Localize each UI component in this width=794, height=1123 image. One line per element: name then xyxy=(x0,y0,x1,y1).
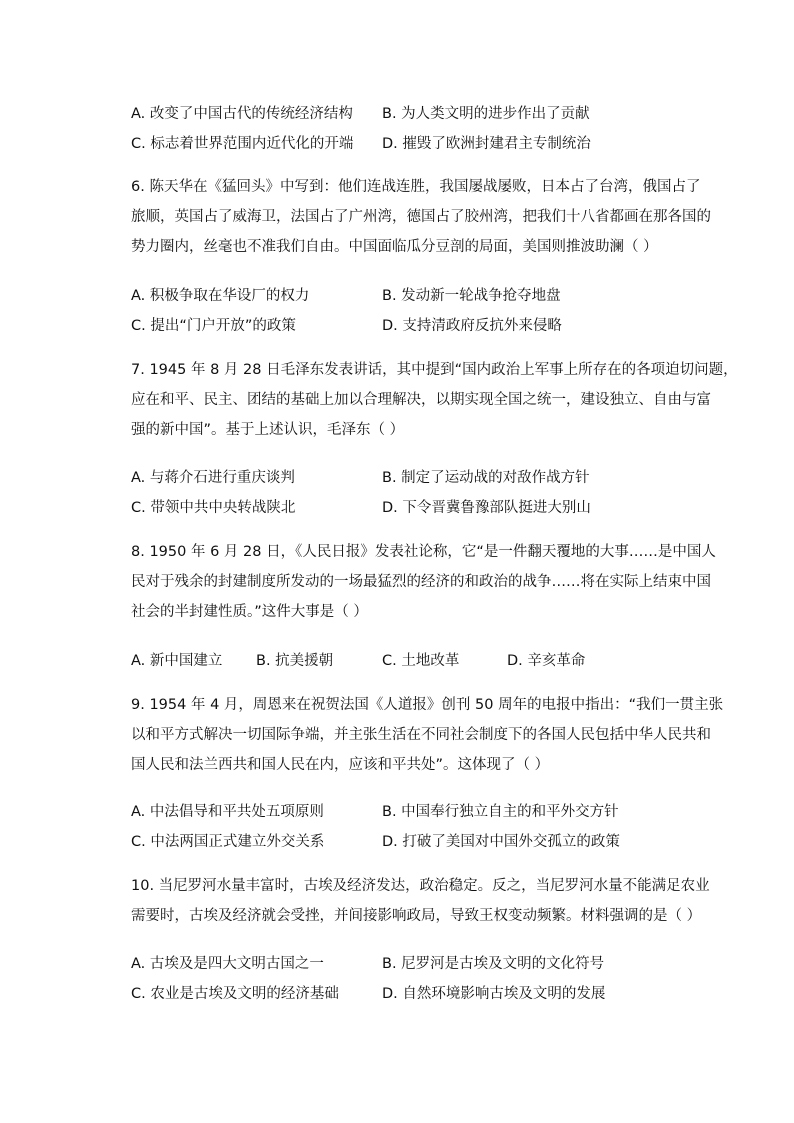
question-7-line-3: 强的新中国”。基于上述认识，毛泽东（ ） xyxy=(131,422,405,438)
question-9-option-d: D. 打破了美国对中国外交孤立的政策 xyxy=(382,834,620,850)
question-6-line-2: 旅顺，英国占了威海卫，法国占了广州湾，德国占了胶州湾，把我们十八省都画在那各国的 xyxy=(131,209,711,225)
question-10-option-d: D. 自然环境影响古埃及文明的发展 xyxy=(382,986,606,1002)
question-8-stem xyxy=(131,537,716,627)
question-7-stem xyxy=(131,355,738,445)
question-8-option-d: D. 辛亥革命 xyxy=(507,653,586,669)
option-b: B. 为人类文明的进步作出了贡献 xyxy=(382,106,590,122)
question-6-option-c: C. 提出“门户开放”的政策 xyxy=(131,318,296,334)
question-10-option-c: C. 农业是古埃及文明的经济基础 xyxy=(131,986,339,1002)
question-9-line-3: 国人民和法兰西共和国人民在内，应该和平共处”。这体现了（ ） xyxy=(131,757,550,773)
question-10-option-a: A. 古埃及是四大文明古国之一 xyxy=(131,956,324,972)
question-9-stem xyxy=(131,690,724,780)
question-8-line-1: 8. 1950 年 6 月 28 日，《人民日报》发表社论称，它“是一件翻天覆地的大事……是中国人 xyxy=(131,544,716,560)
question-6-option-d: D. 支持清政府反抗外来侵略 xyxy=(382,318,562,334)
question-7-line-1: 7. 1945 年 8 月 28 日毛泽东发表讲话，其中提到“国内政治上军事上所存在的各项迫切问题， xyxy=(131,362,738,378)
question-6-option-b: B. 发动新一轮战争抢夺地盘 xyxy=(382,288,561,304)
question-8-option-c: C. 土地改革 xyxy=(382,653,460,669)
question-9-line-2: 以和平方式解决一切国际争端，并主张生活在不同社会制度下的各国人民包括中华人民共和 xyxy=(131,727,711,743)
question-6-line-3: 势力圈内，丝毫也不准我们自由。中国面临瓜分豆剖的局面，美国则推波助澜（ ） xyxy=(131,239,658,255)
question-7-line-2: 应在和平、民主、团结的基础上加以合理解决，以期实现全国之统一，建设独立、自由与富 xyxy=(131,392,711,408)
question-9-option-b: B. 中国奉行独立自主的和平外交方针 xyxy=(382,804,619,820)
question-7-option-c: C. 带领中共中央转战陕北 xyxy=(131,500,296,516)
option-d: D. 摧毁了欧洲封建君主专制统治 xyxy=(382,136,591,152)
question-7-option-d: D. 下令晋冀鲁豫部队挺进大别山 xyxy=(382,500,591,516)
question-6-option-a: A. 积极争取在华设厂的权力 xyxy=(131,288,310,304)
question-10-option-b: B. 尼罗河是古埃及文明的文化符号 xyxy=(382,956,605,972)
question-10-line-1: 10. 当尼罗河水量丰富时，古埃及经济发达，政治稳定。反之，当尼罗河水量不能满足农业 xyxy=(131,878,710,894)
question-7-option-b: B. 制定了运动战的对敌作战方针 xyxy=(382,470,590,486)
question-10-stem xyxy=(131,871,710,931)
question-8-line-2: 民对于残余的封建制度所发动的一场最猛烈的经济的和政治的战争……将在实际上结束中国 xyxy=(131,574,711,590)
option-a: A. 改变了中国古代的传统经济结构 xyxy=(131,106,353,122)
question-9-line-1: 9. 1954 年 4 月，周恩来在祝贺法国《人道报》创刊 50 周年的电报中指出：“我们一贯主张 xyxy=(131,697,724,713)
question-9-option-c: C. 中法两国正式建立外交关系 xyxy=(131,834,325,850)
option-c: C. 标志着世界范围内近代化的开端 xyxy=(131,136,354,152)
question-6-stem xyxy=(131,172,711,262)
question-8-line-3: 社会的半封建性质。”这件大事是（ ） xyxy=(131,604,368,620)
question-10-line-2: 需要时，古埃及经济就会受挫，并间接影响政局，导致王权变动频繁。材料强调的是（ ） xyxy=(131,908,702,924)
question-8-option-b: B. 抗美援朝 xyxy=(256,653,334,669)
question-6-line-1: 6. 陈天华在《猛回头》中写到：他们连战连胜，我国屡战屡败，日本占了台湾，俄国占了 xyxy=(131,179,701,195)
question-7-option-a: A. 与蒋介石进行重庆谈判 xyxy=(131,470,295,486)
question-8-option-a: A. 新中国建立 xyxy=(131,653,223,669)
question-9-option-a: A. 中法倡导和平共处五项原则 xyxy=(131,804,324,820)
